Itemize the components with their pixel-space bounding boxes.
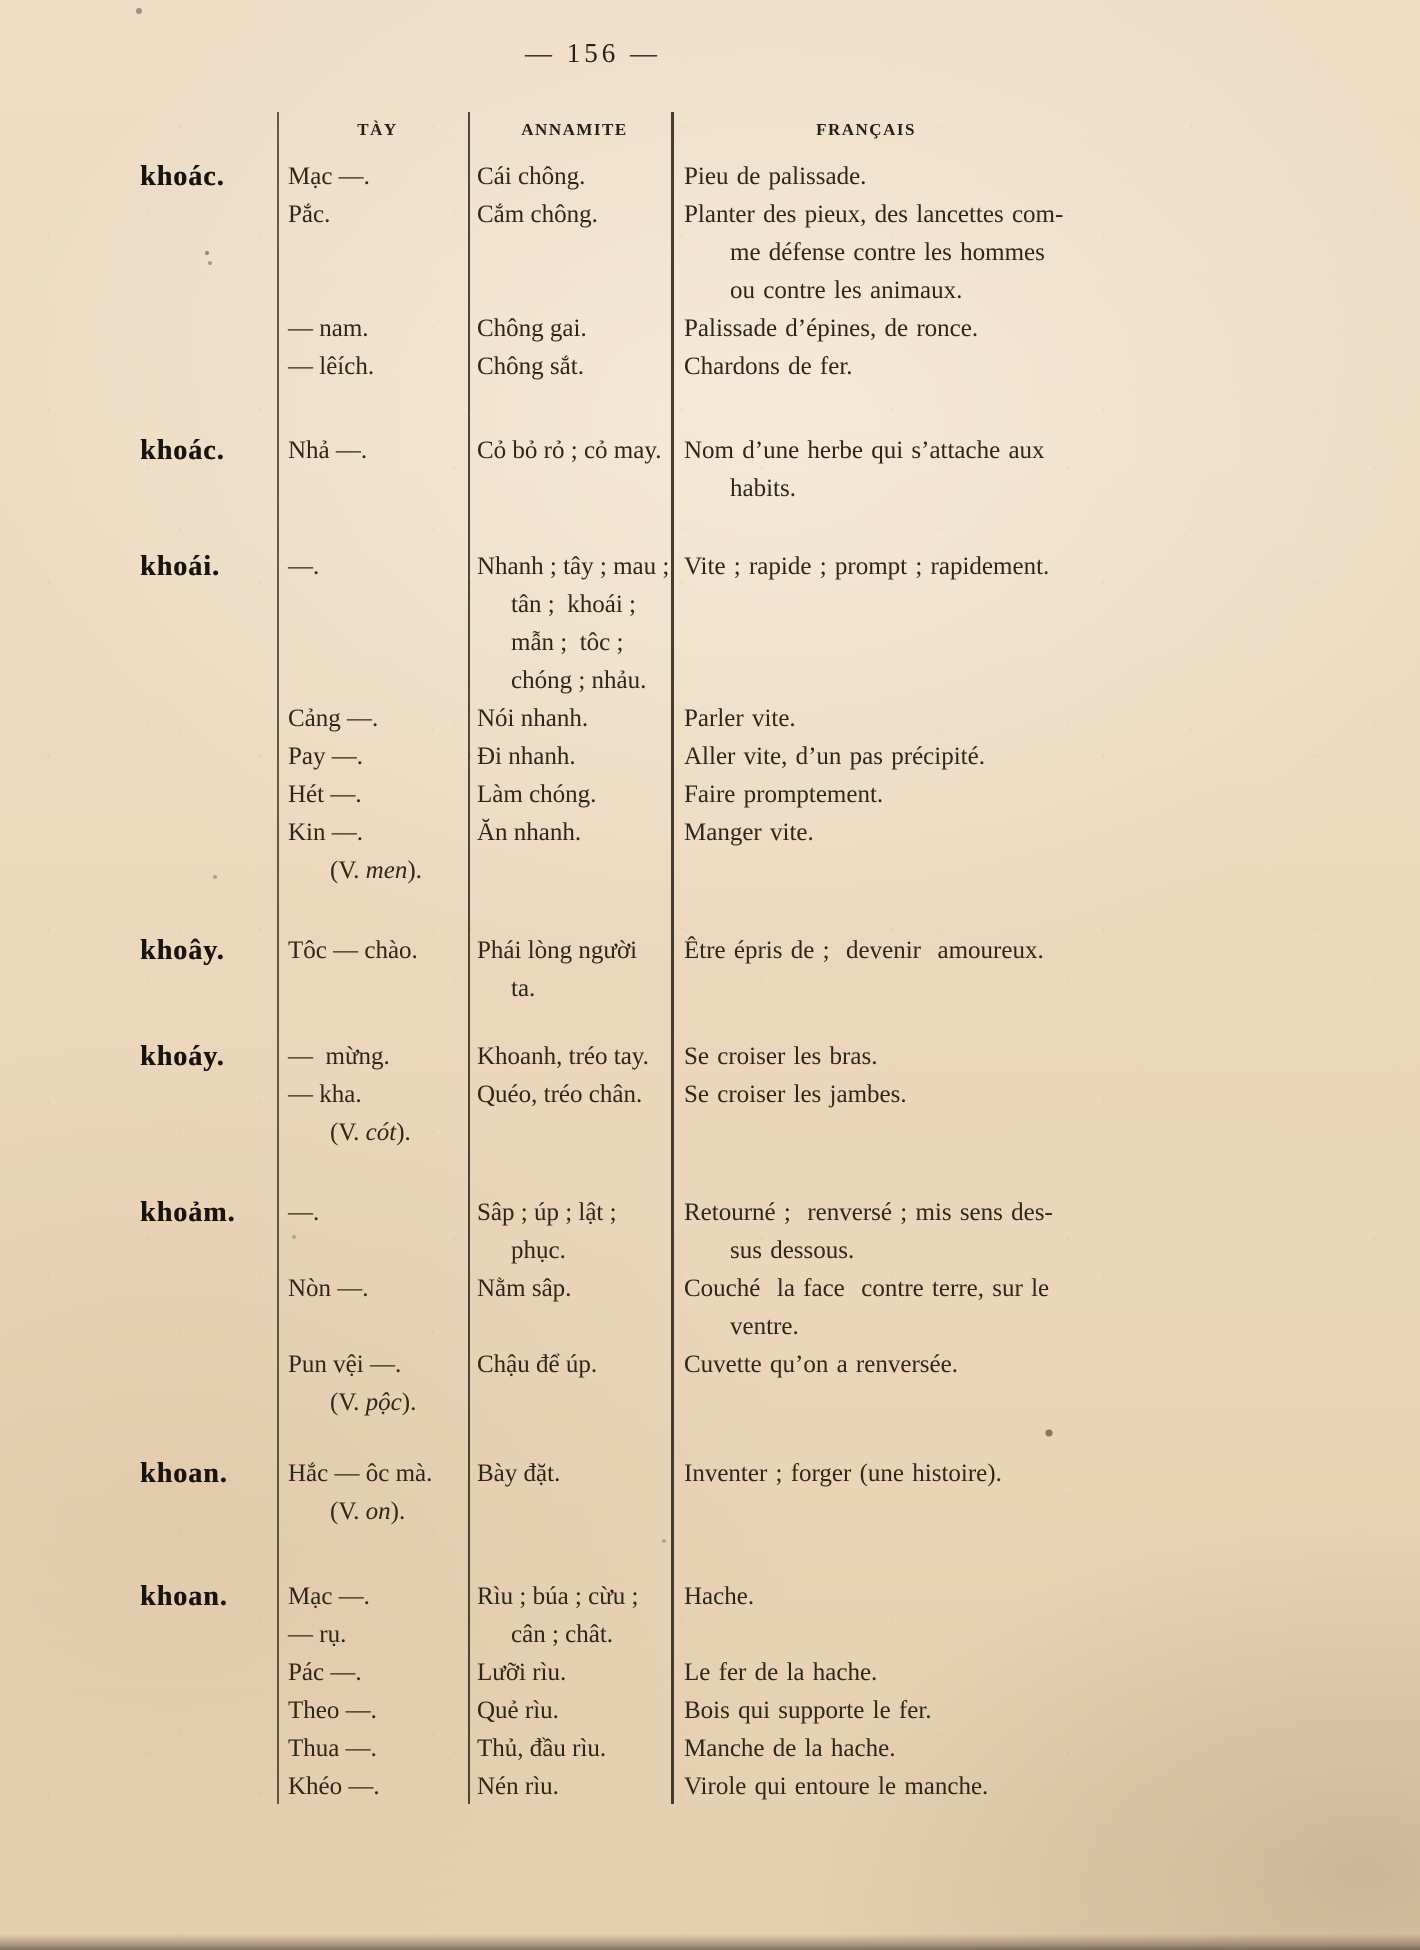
table-row: [130, 776, 1145, 814]
tay-cell: [277, 1270, 468, 1346]
table-row: [130, 1076, 1145, 1152]
annamite-cell: [468, 1038, 671, 1076]
francais-cell: [671, 1076, 1145, 1152]
dictionary-entry: [130, 1194, 1145, 1422]
headword: [130, 1270, 277, 1346]
francais-cell: [671, 814, 1145, 890]
headword: [130, 738, 277, 776]
text-line: Couché la face contre terre, sur le: [684, 1275, 1050, 1302]
text-line: Chậu để úp.: [477, 1351, 598, 1378]
column-header-tay: TÀY: [357, 120, 398, 139]
annamite-cell: [468, 158, 671, 196]
text-line: Nom d’une herbe qui s’attache aux: [684, 437, 1045, 464]
text-line: khoây.: [140, 935, 225, 966]
annamite-cell: [468, 196, 671, 310]
francais-cell: [671, 776, 1145, 814]
headword: [130, 814, 277, 890]
text-line: Retourné ; renversé ; mis sens des-: [684, 1199, 1053, 1226]
text-line: Pắc.: [288, 201, 331, 228]
text-line: Hache.: [684, 1583, 755, 1610]
text-line: — kha.: [288, 1081, 362, 1108]
table-row: [130, 932, 1145, 1008]
text-line: (V. on).: [330, 1498, 406, 1525]
text-line: (V. cót).: [330, 1119, 411, 1146]
tay-cell: [277, 1692, 468, 1730]
text-line: Faire promptement.: [684, 781, 884, 808]
text-line: Pay —.: [288, 743, 363, 770]
headword: [130, 1076, 277, 1152]
tay-cell: [277, 1455, 468, 1531]
text-line: Cuvette qu’on a renversée.: [684, 1351, 958, 1378]
text-line: Aller vite, d’un pas précipité.: [684, 743, 985, 770]
headword: [130, 1455, 277, 1531]
table-row: [130, 310, 1145, 348]
text-line: Être épris de ; devenir amoureux.: [684, 937, 1044, 964]
table-row: [130, 548, 1145, 700]
text-line: Nằm sâp.: [477, 1275, 572, 1302]
text-line: Planter des pieux, des lancettes com-: [684, 201, 1064, 228]
francais-cell: [671, 348, 1145, 386]
annamite-cell: [468, 548, 671, 700]
tay-cell: [277, 1768, 468, 1806]
table-row: [130, 1730, 1145, 1768]
annamite-cell: [468, 1455, 671, 1531]
headword: [130, 432, 277, 508]
tay-cell: [277, 700, 468, 738]
annamite-cell: [468, 776, 671, 814]
headword: [130, 1654, 277, 1692]
page-number: — 156 —: [525, 38, 661, 68]
text-line: Nhả —.: [288, 437, 368, 464]
table-row: [130, 1270, 1145, 1346]
francais-cell: [671, 1768, 1145, 1806]
headword: [130, 700, 277, 738]
dictionary-entry: [130, 932, 1145, 1008]
text-line: cân ; chât.: [511, 1621, 614, 1648]
text-line: — nam.: [288, 315, 369, 342]
tay-cell: [277, 1730, 468, 1768]
headword: [130, 932, 277, 1008]
headword: [130, 1194, 277, 1270]
text-line: Virole qui entoure le manche.: [684, 1773, 989, 1800]
headword: [130, 1346, 277, 1422]
tay-cell: [277, 1038, 468, 1076]
table-row: [130, 432, 1145, 508]
tay-cell: [277, 548, 468, 700]
tay-cell: [277, 348, 468, 386]
text-line: Mạc —.: [288, 163, 370, 190]
column-header-francais: FRANÇAIS: [816, 120, 916, 139]
text-line: Bois qui supporte le fer.: [684, 1697, 932, 1724]
headword: [130, 196, 277, 310]
text-line: Tôc — chào.: [288, 937, 418, 964]
text-line: Nói nhanh.: [477, 705, 589, 732]
text-line: Bày đặt.: [477, 1460, 561, 1487]
francais-cell: [671, 1038, 1145, 1076]
table-row: [130, 1455, 1145, 1531]
francais-cell: [671, 432, 1145, 508]
annamite-cell: [468, 932, 671, 1008]
text-line: ventre.: [730, 1313, 799, 1340]
headword: [130, 1038, 277, 1076]
dictionary-entry: [130, 1455, 1145, 1531]
text-line: habits.: [730, 475, 796, 502]
text-line: Quẻ rìu.: [477, 1697, 559, 1724]
tay-cell: [277, 776, 468, 814]
text-line: Chardons de fer.: [684, 353, 853, 380]
francais-cell: [671, 1194, 1145, 1270]
text-line: phục.: [511, 1237, 566, 1264]
text-line: khoác.: [140, 161, 225, 192]
headword: [130, 1768, 277, 1806]
table-row: [130, 814, 1145, 890]
annamite-cell: [468, 1692, 671, 1730]
tay-cell: [277, 1076, 468, 1152]
text-line: Sâp ; úp ; lật ;: [477, 1199, 617, 1226]
text-line: —.: [288, 1199, 320, 1226]
text-line: Hét —.: [288, 781, 362, 808]
tay-cell: [277, 738, 468, 776]
text-line: Manche de la hache.: [684, 1735, 896, 1762]
headword: [130, 1692, 277, 1730]
text-line: mẫn ; tôc ;: [511, 629, 624, 656]
francais-cell: [671, 548, 1145, 700]
text-line: Khoanh, tréo tay.: [477, 1043, 649, 1070]
text-line: — rụ.: [288, 1621, 347, 1648]
text-line: khoan.: [140, 1458, 228, 1489]
text-line: Nòn —.: [288, 1275, 369, 1302]
text-line: Khéo —.: [288, 1773, 380, 1800]
table-row: [130, 1038, 1145, 1076]
text-line: Quéo, tréo chân.: [477, 1081, 643, 1108]
text-line: Chông sắt.: [477, 353, 584, 380]
text-line: Mạc —.: [288, 1583, 370, 1610]
francais-cell: [671, 738, 1145, 776]
text-line: Palissade d’épines, de ronce.: [684, 315, 979, 342]
text-line: Parler vite.: [684, 705, 796, 732]
text-line: Nhanh ; tây ; mau ;: [477, 553, 670, 580]
table-row: [130, 1768, 1145, 1806]
tay-cell: [277, 814, 468, 890]
text-line: ta.: [511, 975, 536, 1002]
text-line: (V. men).: [330, 857, 422, 884]
francais-cell: [671, 1578, 1145, 1654]
text-line: chóng ; nhảu.: [511, 667, 647, 694]
francais-cell: [671, 1455, 1145, 1531]
text-line: khoáy.: [140, 1041, 225, 1072]
headword: [130, 1578, 277, 1654]
headword: [130, 776, 277, 814]
table-row: [130, 158, 1145, 196]
francais-cell: [671, 158, 1145, 196]
annamite-cell: [468, 1654, 671, 1692]
text-line: Thua —.: [288, 1735, 377, 1762]
annamite-cell: [468, 432, 671, 508]
text-line: Pác —.: [288, 1659, 362, 1686]
text-line: Kin —.: [288, 819, 363, 846]
text-line: Pieu de palissade.: [684, 163, 867, 190]
text-line: khoan.: [140, 1581, 228, 1612]
francais-cell: [671, 1654, 1145, 1692]
text-line: tân ; khoái ;: [511, 591, 636, 618]
tay-cell: [277, 932, 468, 1008]
annamite-cell: [468, 310, 671, 348]
headword: [130, 1730, 277, 1768]
annamite-cell: [468, 1194, 671, 1270]
annamite-cell: [468, 738, 671, 776]
headword: [130, 348, 277, 386]
text-line: (V. pộc).: [330, 1389, 417, 1416]
text-line: Se croiser les jambes.: [684, 1081, 907, 1108]
text-line: Theo —.: [288, 1697, 377, 1724]
headword: [130, 158, 277, 196]
tay-cell: [277, 432, 468, 508]
text-line: — mừng.: [288, 1043, 390, 1070]
annamite-cell: [468, 348, 671, 386]
dictionary-entry: [130, 548, 1145, 890]
table-row: [130, 1578, 1145, 1654]
francais-cell: [671, 196, 1145, 310]
tay-cell: [277, 1654, 468, 1692]
text-line: Cảng —.: [288, 705, 379, 732]
text-line: Inventer ; forger (une histoire).: [684, 1460, 1002, 1487]
text-line: Chông gai.: [477, 315, 587, 342]
text-line: Đi nhanh.: [477, 743, 576, 770]
table-row: [130, 1654, 1145, 1692]
table-row: [130, 1194, 1145, 1270]
text-line: Nén rìu.: [477, 1773, 559, 1800]
francais-cell: [671, 700, 1145, 738]
table-row: [130, 738, 1145, 776]
text-line: Le fer de la hache.: [684, 1659, 878, 1686]
text-line: khoác.: [140, 435, 225, 466]
table-row: [130, 700, 1145, 738]
text-line: Thủ, đầu rìu.: [477, 1735, 607, 1762]
annamite-cell: [468, 1578, 671, 1654]
text-line: Cái chông.: [477, 163, 586, 190]
text-line: Hắc — ôc mà.: [288, 1460, 433, 1487]
francais-cell: [671, 1730, 1145, 1768]
text-line: ou contre les animaux.: [730, 277, 963, 304]
headword: [130, 310, 277, 348]
table-row: [130, 348, 1145, 386]
dictionary-entry: [130, 432, 1145, 508]
tay-cell: [277, 310, 468, 348]
francais-cell: [671, 310, 1145, 348]
tay-cell: [277, 158, 468, 196]
francais-cell: [671, 1692, 1145, 1730]
text-line: Pun vệi —.: [288, 1351, 402, 1378]
text-line: khoảm.: [140, 1197, 236, 1228]
text-line: Ăn nhanh.: [477, 819, 582, 846]
dictionary-entry: [130, 1578, 1145, 1806]
tay-cell: [277, 1346, 468, 1422]
text-line: Vite ; rapide ; prompt ; rapidement.: [684, 553, 1050, 580]
annamite-cell: [468, 1346, 671, 1422]
annamite-cell: [468, 700, 671, 738]
text-line: — lêích.: [288, 353, 375, 380]
text-line: khoái.: [140, 551, 220, 582]
francais-cell: [671, 932, 1145, 1008]
text-line: me défense contre les hommes: [730, 239, 1045, 266]
text-line: sus dessous.: [730, 1237, 855, 1264]
annamite-cell: [468, 1076, 671, 1152]
table-row: [130, 1346, 1145, 1422]
headword: [130, 548, 277, 700]
text-line: Manger vite.: [684, 819, 814, 846]
tay-cell: [277, 1578, 468, 1654]
table-row: [130, 196, 1145, 310]
text-line: Phái lòng người: [477, 937, 638, 964]
ink-speck: [0, 0, 2, 2]
text-line: Làm chóng.: [477, 781, 597, 808]
tay-cell: [277, 196, 468, 310]
annamite-cell: [468, 1270, 671, 1346]
table-row: [130, 1692, 1145, 1730]
text-line: Rìu ; búa ; cừu ;: [477, 1583, 639, 1610]
francais-cell: [671, 1270, 1145, 1346]
francais-cell: [671, 1346, 1145, 1422]
dictionary-entry: [130, 158, 1145, 386]
text-line: Cỏ bỏ rỏ ; cỏ may.: [477, 437, 662, 464]
text-line: —.: [288, 553, 320, 580]
column-header-annamite: ANNAMITE: [521, 120, 628, 139]
annamite-cell: [468, 814, 671, 890]
dictionary-entry: [130, 1038, 1145, 1152]
text-line: Lưỡi rìu.: [477, 1659, 567, 1686]
text-line: Cắm chông.: [477, 201, 598, 228]
annamite-cell: [468, 1768, 671, 1806]
annamite-cell: [468, 1730, 671, 1768]
tay-cell: [277, 1194, 468, 1270]
text-line: Se croiser les bras.: [684, 1043, 878, 1070]
